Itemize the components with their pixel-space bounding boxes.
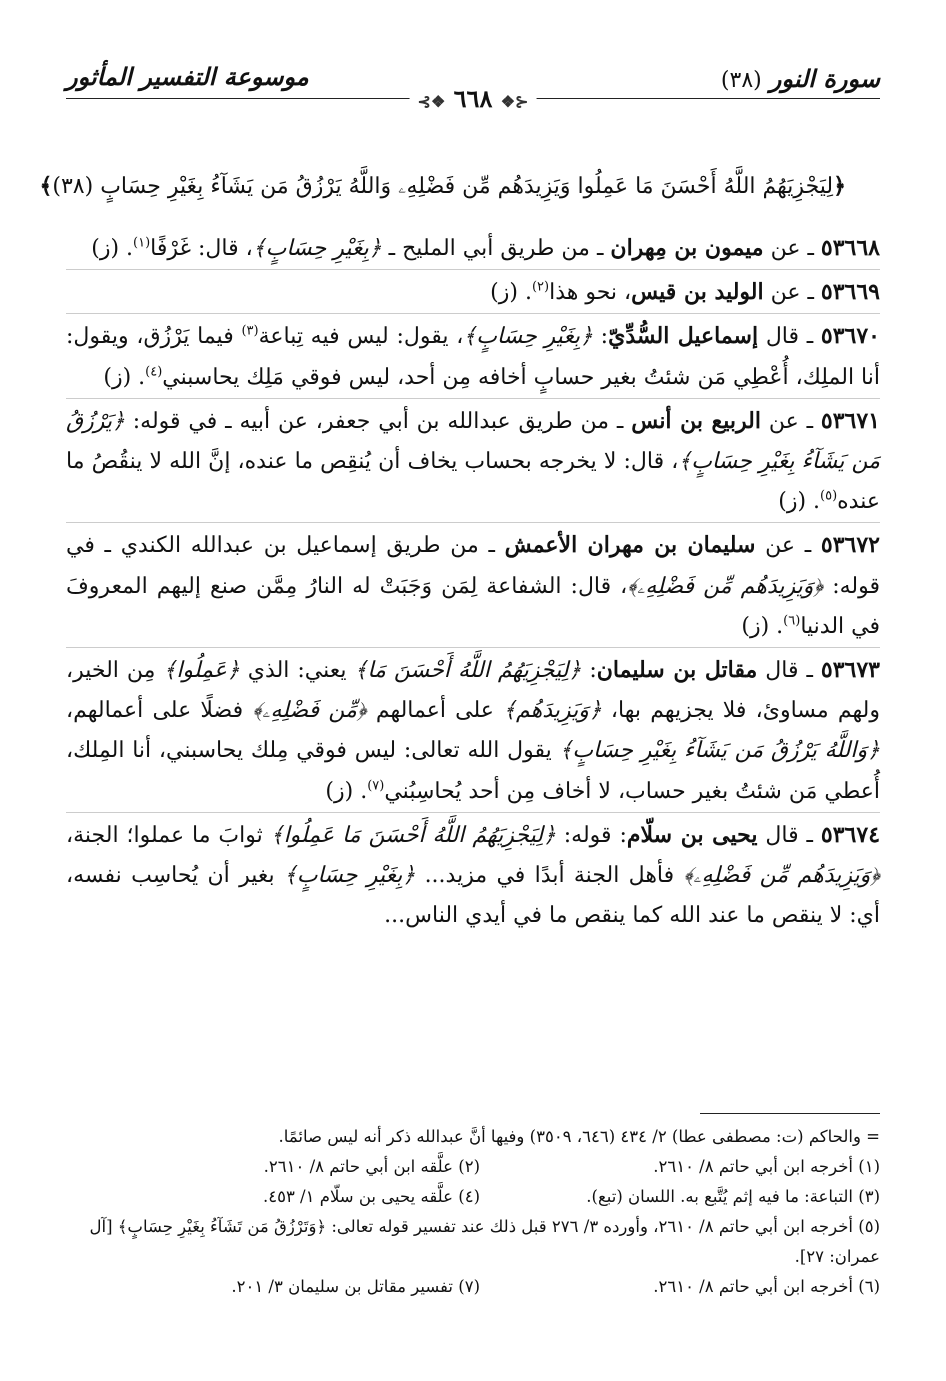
footnote-ref: (٧)	[367, 778, 385, 794]
quran-quote: ﴿وَيَزِيدَهُم مِّن فَضْلِهِۦ﴾	[683, 863, 881, 889]
entry-text: يقول الله تعالى: ليس فوقي مِلك يحاسبني، أنا المِلك، أُعطي مَن شئتُ بغير حساب، لا أخاف مِن أحد يُحاسِبُني	[66, 738, 880, 804]
narration-entry	[66, 812, 880, 937]
entry-text: ـ قال	[757, 822, 821, 848]
footnote-4: (٤) علَّقه يحيى بن سلّام ١/ ٤٥٣.	[262, 1187, 480, 1206]
entry-text: ، قال: غَرْفًا	[150, 236, 253, 261]
entry-text: ـ عن	[760, 408, 821, 434]
page-header	[66, 58, 880, 113]
entry-number: ٥٣٦٧٣	[820, 657, 880, 684]
footnote-ref: (٥)	[820, 488, 838, 504]
footnote-ref: (١)	[133, 235, 151, 251]
source-tag: . (ز)	[490, 280, 532, 306]
entry-number: ٥٣٦٧٢	[820, 532, 880, 559]
footnote-row	[66, 1152, 880, 1182]
entry-text: :	[581, 658, 597, 684]
entry-text: ـ من طريق أبي المليح ـ	[381, 236, 611, 261]
footnote-2: (٢) علَّقه ابن أبي حاتم ٨/ ٢٦١٠.	[263, 1157, 480, 1176]
quran-quote: ﴿وَيَزِيدَهُم مِّن فَضْلِهِۦ﴾	[627, 573, 824, 599]
quran-quote: ﴿مِّن فَضْلِهِۦ﴾	[252, 698, 367, 724]
entry-text: ، قال: لا يخرجه بحساب يخاف أن يُنقِص ما عنده، إنَّ الله لا ينقُصُ ما عنده	[66, 449, 880, 515]
footnote-1: (١) أخرجه ابن أبي حاتم ٨/ ٢٦١٠.	[653, 1157, 880, 1176]
narrator-name: مقاتل بن سليمان	[596, 657, 758, 684]
narration-entry	[66, 522, 880, 647]
narration-entry	[66, 269, 880, 313]
narrator-name: إسماعيل السُّدِّيّ	[608, 323, 759, 350]
verse-close-bracket: ﴾	[39, 173, 53, 199]
footnote-7: (٧) تفسير مقاتل بن سليمان ٣/ ٢٠١.	[231, 1277, 480, 1296]
narration-entry	[66, 228, 880, 269]
entry-text: :	[592, 324, 609, 350]
entry-text: بغير أن يُحاسِب نفسه، أي: لا ينقص ما عند الله كما ينقص ما في أيدي الناس...	[66, 863, 880, 929]
entry-text: على أعمالهم	[366, 698, 504, 724]
source-tag: . (ز)	[325, 778, 368, 804]
narrator-name: ميمون بن مِهران	[610, 235, 764, 261]
entry-number: ٥٣٦٧١	[820, 407, 880, 434]
quran-quote: ﴿يَرْزُقُ مَن يَشَآءُ بِغَيْرِ حِسَابٍ﴾	[66, 408, 880, 475]
entry-text: فأهل الجنة أبدًا في مزيد...	[415, 863, 684, 889]
surah-title	[721, 64, 880, 93]
page-number-value: ٦٦٨	[453, 84, 493, 113]
footnote-ref: (٤)	[145, 364, 163, 380]
entry-text: ـ من طريق إسماعيل بن عبدالله الكندي ـ في قوله:	[66, 533, 880, 599]
quran-quote: ﴿عَمِلُوا﴾	[163, 658, 240, 684]
entry-text: : قوله:	[555, 822, 627, 848]
source-tag: . (ز)	[778, 489, 821, 515]
entry-text: ـ عن	[755, 533, 821, 559]
entry-number: ٥٣٦٧٤	[820, 821, 881, 848]
footnote-5: (٥) أخرجه ابن أبي حاتم ٨/ ٢٦١٠، وأورده ٣/ ٢٧٦ قبل ذلك عند تفسير قوله تعالى: ﴿وَتَرْزُقُ مَن تَشَآءُ بِغَيْرِ حِسَابٍ﴾ [آل عمران: ٢٧].	[89, 1217, 880, 1266]
footnote-continued: = والحاكم (ت: مصطفى عطا) ٢/ ٤٣٤ (٦٤٦، ٣٥٠٩) وفيها أنَّ عبدالله ذكر أنه ليس صائمًا.	[278, 1127, 880, 1146]
footnote-6: (٦) أخرجه ابن أبي حاتم ٨/ ٢٦١٠.	[653, 1277, 880, 1296]
series-title: موسوعة التفسير المأثور	[66, 62, 309, 91]
narration-entry	[66, 313, 880, 397]
narrator-name: الربيع بن أنس	[631, 407, 761, 434]
narration-entry	[66, 398, 880, 523]
entry-text: يعني: الذي	[239, 658, 355, 684]
footnote-ref: (٢)	[531, 279, 550, 295]
page-number	[410, 84, 537, 113]
quran-verse	[39, 168, 846, 205]
entry-text: ـ قال	[758, 324, 821, 350]
footnote-ref: (٣)	[241, 324, 259, 340]
source-tag: . (ز)	[103, 364, 146, 390]
entry-text: ثوابَ ما عملوا؛ الجنة،	[66, 822, 271, 848]
quran-quote: ﴿بِغَيْرِ حِسَابٍ﴾	[463, 324, 593, 350]
ornament-left-icon: ⊰❖	[417, 92, 446, 111]
quran-quote: ﴿وَاللَّهُ يَرْزُقُ مَن يَشَآءُ بِغَيْرِ حِسَابٍ﴾	[559, 738, 880, 764]
verse-text: لِيَجْزِيَهُمُ اللَّهُ أَحْسَنَ مَا عَمِلُوا وَيَزِيدَهُم مِّن فَضْلِهِۦ وَاللَّهُ يَرْزُقُ مَن يَشَآءُ بِغَيْرِ حِسَابٍ	[100, 174, 834, 199]
entry-number: ٥٣٦٧٠	[820, 323, 880, 350]
source-tag: . (ز)	[91, 236, 134, 261]
ornament-right-icon: ❖⊱	[500, 92, 529, 111]
narrator-name: يحيى بن سلّام	[626, 821, 758, 848]
narrator-name: الوليد بن قيس	[631, 279, 764, 306]
entry-number: ٥٣٦٦٩	[820, 279, 880, 306]
entry-text: ، يقول: ليس فيه تِباعة	[258, 324, 464, 350]
entry-text: ـ عن	[763, 236, 821, 261]
source-tag: . (ز)	[741, 613, 784, 639]
entry-text: ، نحو هذا	[549, 280, 632, 306]
entry-number: ٥٣٦٦٨	[820, 235, 880, 261]
quran-quote: ﴿وَيَزِيدَهُم﴾	[503, 698, 602, 724]
entry-text: ـ من طريق عبدالله بن أبي جعفر، عن أبيه ـ في قوله:	[124, 408, 632, 434]
quran-quote: ﴿بِغَيْرِ حِسَابٍ﴾	[252, 236, 382, 261]
verse-open-bracket: ﴿	[833, 173, 846, 199]
surah-number: (٣٨)	[720, 68, 762, 93]
ayah-marker: (٣٨)	[52, 174, 94, 199]
footnote-row	[66, 1182, 880, 1212]
quran-quote: ﴿لِيَجْزِيَهُمُ اللَّهُ أَحْسَنَ مَا عَمِلُوا﴾	[270, 822, 556, 848]
footnote-row	[66, 1272, 880, 1302]
footnote-3: (٣) التباعة: ما فيه إثم يُتَّبع به. اللسان (تبع).	[586, 1187, 880, 1206]
entry-text: مِن الخير، ولهم مساوئ، فلا يجزيهم بها،	[66, 658, 880, 724]
entry-text: ، قال: الشفاعة لِمَن وَجَبَتْ له النارُ مِمَّن صنع إليهم المعروفَ في الدنيا	[66, 573, 880, 639]
narration-entry	[66, 647, 880, 812]
entry-text: فضلًا على أعمالهم،	[66, 698, 253, 724]
surah-name: سورة النور	[769, 64, 880, 93]
quran-quote: ﴿لِيَجْزِيَهُمُ اللَّهُ أَحْسَنَ مَا﴾	[354, 658, 582, 684]
entries-list	[66, 228, 880, 936]
quran-quote: ﴿بِغَيْرِ حِسَابٍ﴾	[283, 863, 416, 889]
narrator-name: سليمان بن مهران الأعمش	[504, 532, 756, 559]
entry-text: فيما يَرْزُق، ويقول: أنا الملِك، أُعْطِي مَن شئتُ بغير حسابٍ أخافه مِن أحد، ليس فوقي مَلِك يحاسبني	[66, 324, 880, 390]
entry-text: ـ قال	[757, 658, 821, 684]
entry-text: ـ عن	[763, 280, 821, 306]
footnote-ref: (٦)	[783, 613, 801, 629]
footnotes	[66, 1122, 880, 1302]
footnote-rule	[700, 1113, 880, 1114]
ayah-number: ٣٨	[60, 174, 85, 199]
